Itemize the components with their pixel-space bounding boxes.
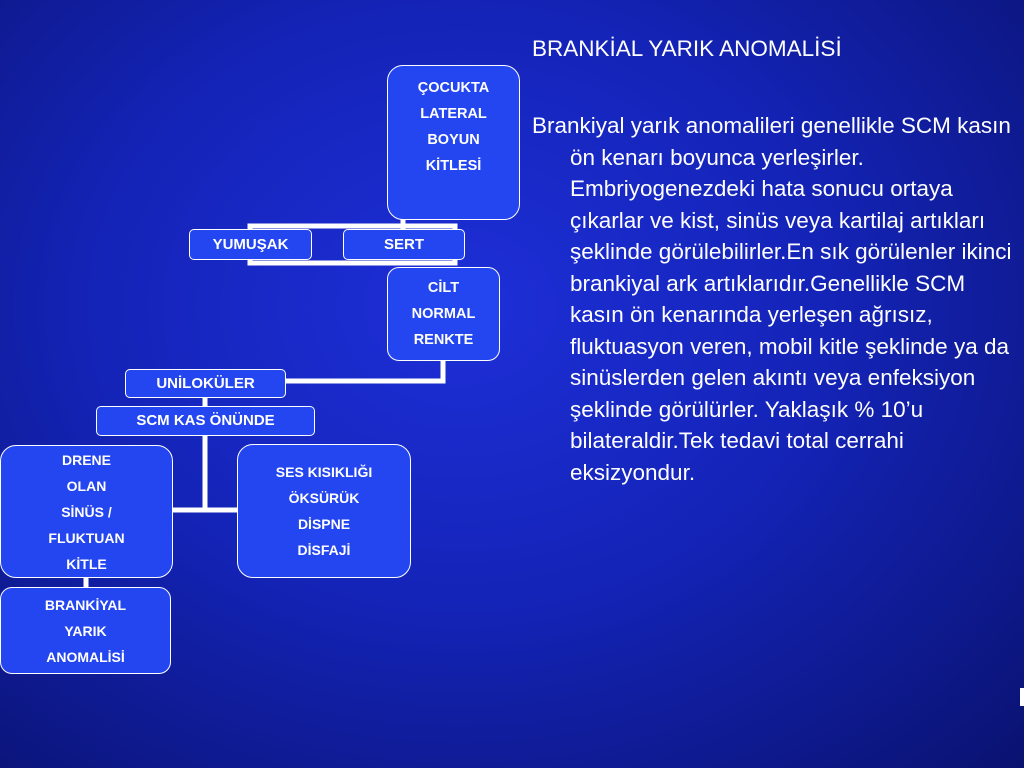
edge-marker — [1020, 688, 1024, 706]
anomaly-line-3: ANOMALİSİ — [46, 648, 125, 665]
symptoms-node — [237, 444, 411, 578]
slide-body-text: Brankiyal yarık anomalileri genellikle SCM kasın ön kenarı boyunca yerleşirler. Embriyogenezdeki hata sonucu ortaya çıkarlar ve kist, sinüs veya kartilaj artıkları şeklinde görülebilirler.En sık görülenler ikinci brankiyal ark artıklarıdır.Genellikle SCM kasın ön kenarında yerleşen ağrısız, fluktuasyon veren, mobil kitle şeklinde ya da sinüslerden gelen akıntı veya enfeksiyon şeklinde görülürler. Yaklaşık % 10’u bilateraldir.Tek tedavi total cerrahi eksizyondur. — [532, 113, 1012, 485]
root-line-4: KİTLESİ — [425, 158, 482, 174]
draining-line-3: SİNÜS / — [61, 503, 112, 520]
connector-scm-children — [172, 435, 238, 510]
soft-node — [189, 229, 312, 260]
hard-label: SERT — [383, 235, 424, 253]
soft-label: YUMUŞAK — [212, 235, 289, 253]
draining-line-2: OLAN — [66, 477, 107, 494]
symptoms-line-1: SES KISIKLIĞI — [275, 464, 373, 480]
draining-line-1: DRENE — [61, 451, 111, 468]
unilocular-label: UNİLOKÜLER — [156, 374, 255, 392]
root-line-3: BOYUN — [427, 132, 480, 148]
root-node — [387, 65, 520, 220]
anomaly-line-1: BRANKİYAL — [44, 596, 127, 613]
draining-line-4: FLUKTUAN — [48, 529, 125, 546]
scm-node — [96, 406, 315, 436]
scm-label: SCM KAS ÖNÜNDE — [136, 412, 275, 429]
connector-skin-unilocular — [285, 360, 443, 381]
anomaly-node — [0, 587, 171, 674]
draining-line-5: KİTLE — [66, 555, 107, 572]
draining-node — [0, 445, 173, 578]
root-line-2: LATERAL — [420, 106, 487, 122]
skin-line-3: RENKTE — [413, 332, 474, 348]
symptoms-line-2: ÖKSÜRÜK — [288, 490, 360, 506]
skin-line-1: CİLT — [427, 280, 460, 296]
skin-line-2: NORMAL — [411, 306, 476, 322]
skin-node — [387, 267, 500, 361]
symptoms-line-3: DİSPNE — [297, 516, 351, 532]
root-line-1: ÇOCUKTA — [417, 80, 490, 96]
hard-node — [343, 229, 465, 260]
symptoms-line-4: DİSFAJİ — [297, 542, 351, 558]
slide-title: BRANKİAL YARIK ANOMALİSİ — [532, 36, 842, 61]
anomaly-line-2: YARIK — [64, 622, 107, 639]
unilocular-node — [125, 369, 286, 398]
